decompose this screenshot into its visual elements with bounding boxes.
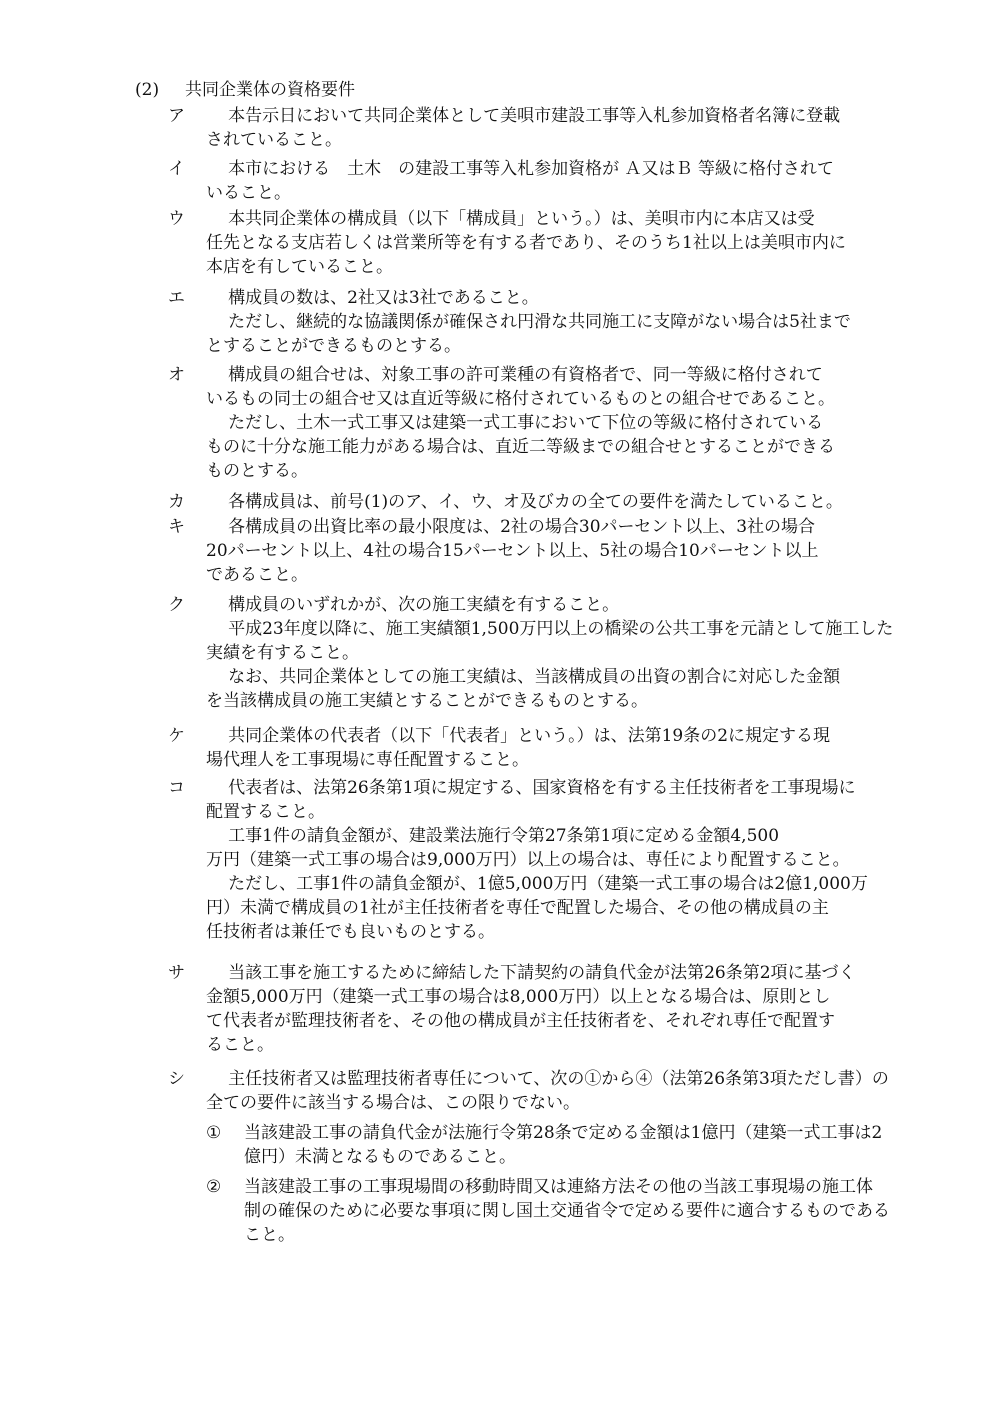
item-paragraph: 代表者は、法第26条第1項に規定する、国家資格を有する主任技術者を工事現場に 配置すること。 <box>206 778 856 822</box>
item-mark: オ <box>168 365 185 385</box>
requirement-item <box>168 961 958 1057</box>
item-paragraph: なお、共同企業体としての施工実績は、当該構成員の出資の割合に対応した金額 を当該構成員の施工実績とすることができるものとする。 <box>206 667 841 711</box>
item-paragraph: 平成23年度以降に、施工実績額1,500万円以上の橋梁の公共工事を元請として施工した 実績を有すること。 <box>206 619 894 663</box>
item-mark: キ <box>168 517 185 537</box>
item-paragraph: 工事1件の請負金額が、建設業法施行令第27条第1項に定める金額4,500 万円（建築一式工事の場合は9,000万円）以上の場合は、専任により配置すること。 <box>206 826 850 870</box>
item-mark: ウ <box>168 209 185 229</box>
requirement-item <box>168 776 958 944</box>
item-mark: イ <box>168 159 185 179</box>
requirement-item <box>168 1067 958 1247</box>
section-number: (2) <box>135 80 160 100</box>
item-paragraph: 主任技術者又は監理技術者専任について、次の①から④（法第26条第3項ただし書）の 全ての要件に該当する場合は、この限りでない。 <box>206 1069 889 1113</box>
sub-item-mark: ② <box>206 1177 222 1197</box>
sub-item <box>206 1175 948 1247</box>
item-mark: サ <box>168 963 185 983</box>
item-paragraph: ただし、土木一式工事又は建築一式工事において下位の等級に格付されている ものに十分な施工能力がある場合は、直近二等級までの組合せとすることができる ものとする。 <box>206 413 835 481</box>
sub-item-text: 当該建設工事の請負代金が法施行令第28条で定める金額は1億円（建築一式工事は2 億円）未満となるものであること。 <box>244 1123 883 1167</box>
item-paragraph: 構成員の数は、2社又は3社であること。 <box>228 288 539 308</box>
item-paragraph: 構成員のいずれかが、次の施工実績を有すること。 <box>228 595 620 615</box>
requirement-item <box>168 104 958 152</box>
item-mark: シ <box>168 1069 185 1089</box>
section-heading <box>135 78 355 102</box>
item-mark: ア <box>168 106 185 126</box>
requirement-item <box>168 490 958 514</box>
item-paragraph: 共同企業体の代表者（以下「代表者」という。）は、法第19条の2に規定する現 場代理人を工事現場に専任配置すること。 <box>206 726 831 770</box>
item-paragraph: 本告示日において共同企業体として美唄市建設工事等入札参加資格者名簿に登載 されていること。 <box>206 106 841 150</box>
item-paragraph: 当該工事を施工するために締結した下請契約の請負代金が法第26条第2項に基づく 金額5,000万円（建築一式工事の場合は8,000万円）以上となる場合は、原則とし て代表者が監理技術者を、その他の構成員が主任技術者を、それぞれ専任で配置す ること。 <box>206 963 856 1055</box>
sub-item-text: 当該建設工事の工事現場間の移動時間又は連絡方法その他の当該工事現場の施工体 制の確保のために必要な事項に関し国土交通省令で定める要件に適合するものである こと。 <box>244 1177 890 1245</box>
requirement-item <box>168 286 958 358</box>
item-paragraph: ただし、工事1件の請負金額が、1億5,000万円（建築一式工事の場合は2億1,000万 円）未満で構成員の1社が主任技術者を専任で配置した場合、その他の構成員の主 任技術者は兼任でも良いものとする。 <box>206 874 868 942</box>
item-mark: カ <box>168 492 185 512</box>
sub-item <box>206 1121 948 1169</box>
item-paragraph: 本市における 土木 の建設工事等入札参加資格が Ａ又はＢ 等級に格付されて いること。 <box>206 159 834 203</box>
item-paragraph: 本共同企業体の構成員（以下「構成員」という。）は、美唄市内に本店又は受 任先となる支店若しくは営業所等を有する者であり、そのうち1社以上は美唄市内に 本店を有していること。 <box>206 209 846 277</box>
item-mark: エ <box>168 288 185 308</box>
item-mark: ケ <box>168 726 185 746</box>
requirement-item <box>168 515 958 587</box>
requirement-item <box>168 207 958 279</box>
item-paragraph: 構成員の組合せは、対象工事の許可業種の有資格者で、同一等級に格付されて いるもの同士の組合せ又は直近等級に格付されているものとの組合せであること。 <box>206 365 835 409</box>
item-mark: コ <box>168 778 185 798</box>
item-mark: ク <box>168 595 185 615</box>
item-paragraph: ただし、継続的な協議関係が確保され円滑な共同施工に支障がない場合は5社まで とすることができるものとする。 <box>206 312 851 356</box>
item-paragraph: 各構成員は、前号(1)のア、イ、ウ、オ及びカの全ての要件を満たしていること。 <box>228 492 843 512</box>
section-title: 共同企業体の資格要件 <box>185 80 355 100</box>
requirement-item <box>168 724 958 772</box>
item-paragraph: 各構成員の出資比率の最小限度は、2社の場合30パーセント以上、3社の場合 20パーセント以上、4社の場合15パーセント以上、5社の場合10パーセント以上 であること。 <box>206 517 819 585</box>
requirement-item <box>168 363 958 483</box>
requirement-item <box>168 593 958 713</box>
requirement-item <box>168 157 958 205</box>
sub-item-mark: ① <box>206 1123 222 1143</box>
